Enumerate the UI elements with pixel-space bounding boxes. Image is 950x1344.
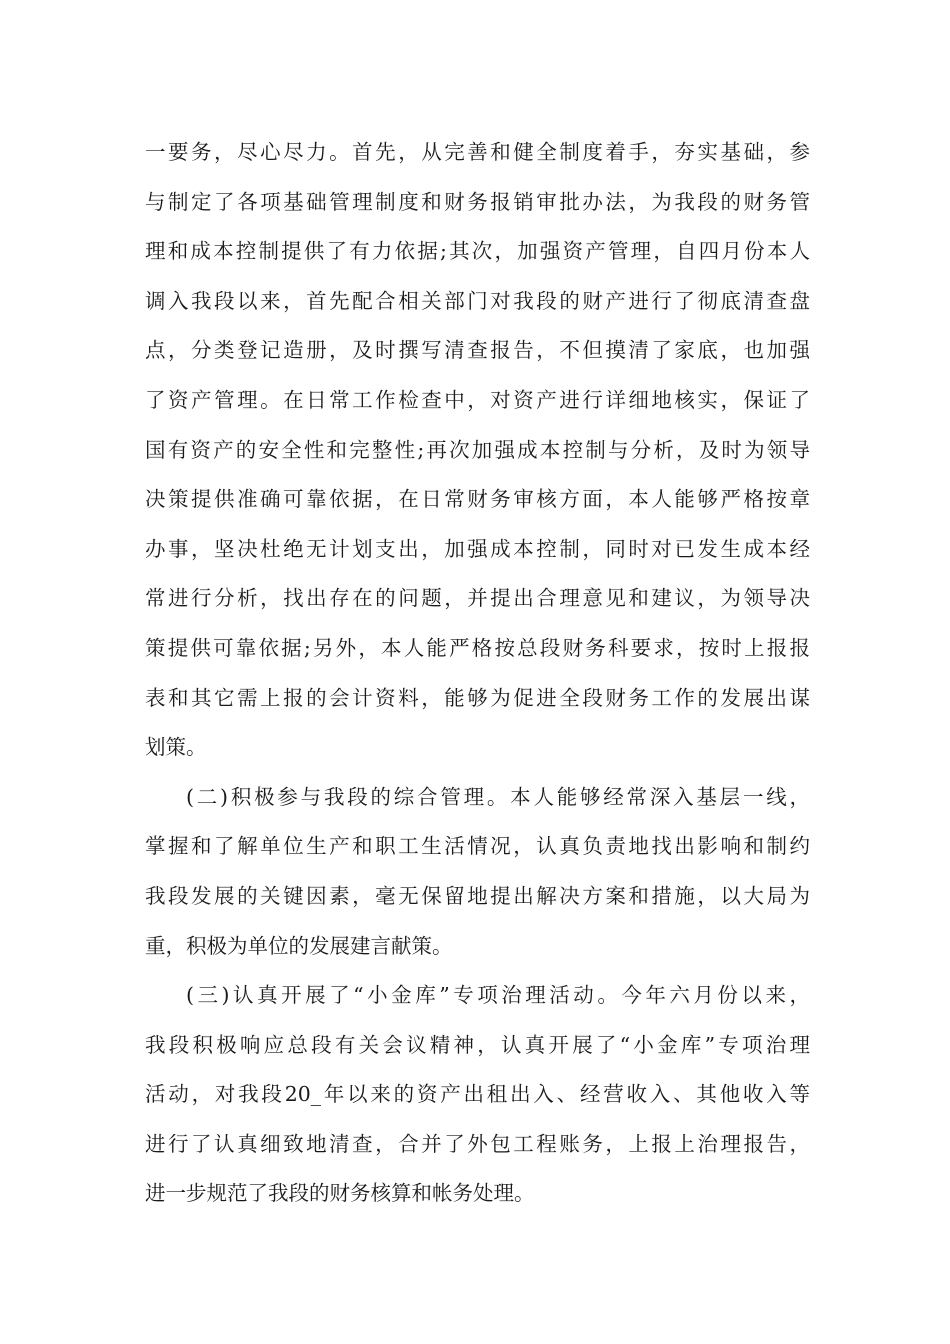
- text-line: 决策提供准确可靠依据，在日常财务审核方面，本人能够严格按章: [145, 487, 810, 512]
- text-line: 与制定了各项基础管理制度和财务报销审批办法，为我段的财务管: [145, 189, 810, 214]
- text-line: 活动，对我段20_年以来的资产出租出入、经营收入、其他收入等: [145, 1082, 810, 1107]
- text-line: 了资产管理。在日常工作检查中，对资产进行详细地核实，保证了: [145, 387, 810, 412]
- text-line: 一要务，尽心尽力。首先，从完善和健全制度着手，夯实基础，参: [145, 140, 810, 164]
- text-line: 进一步规范了我段的财务核算和帐务处理。: [145, 1181, 535, 1206]
- text-line: 划策。: [145, 735, 207, 760]
- text-line: 办事，坚决杜绝无计划支出，加强成本控制，同时对已发生成本经: [145, 536, 810, 561]
- paragraph-heading-3: (三)认真开展了“小金库”专项治理活动。今年六月份以来，: [186, 983, 810, 1008]
- text-line: 理和成本控制提供了有力依据;其次，加强资产管理，自四月份本人: [145, 239, 810, 264]
- text-line: 重，积极为单位的发展建言献策。: [145, 933, 453, 958]
- paragraph-heading-2: (二)积极参与我段的综合管理。本人能够经常深入基层一线，: [186, 784, 810, 809]
- text-line: 进行了认真细致地清查，合并了外包工程账务，上报上治理报告，: [145, 1131, 810, 1156]
- text-line: 常进行分析，找出存在的问题，并提出合理意见和建议，为领导决: [145, 586, 810, 611]
- text-line: 策提供可靠依据;另外，本人能严格按总段财务科要求，按时上报报: [145, 635, 810, 660]
- text-line: 我段积极响应总段有关会议精神，认真开展了“小金库”专项治理: [145, 1032, 810, 1057]
- text-line: 表和其它需上报的会计资料，能够为促进全段财务工作的发展出谋: [145, 685, 810, 710]
- text-line: 调入我段以来，首先配合相关部门对我段的财产进行了彻底清查盘: [145, 288, 810, 313]
- text-line: 点，分类登记造册，及时撰写清查报告，不但摸清了家底，也加强: [145, 338, 810, 363]
- text-line: 国有资产的安全性和完整性;再次加强成本控制与分析，及时为领导: [145, 437, 810, 462]
- document-body: [145, 128, 810, 1219]
- text-line: 掌握和了解单位生产和职工生活情况，认真负责地找出影响和制约: [145, 834, 810, 859]
- text-line: 我段发展的关键因素，毫无保留地提出解决方案和措施，以大局为: [145, 883, 810, 908]
